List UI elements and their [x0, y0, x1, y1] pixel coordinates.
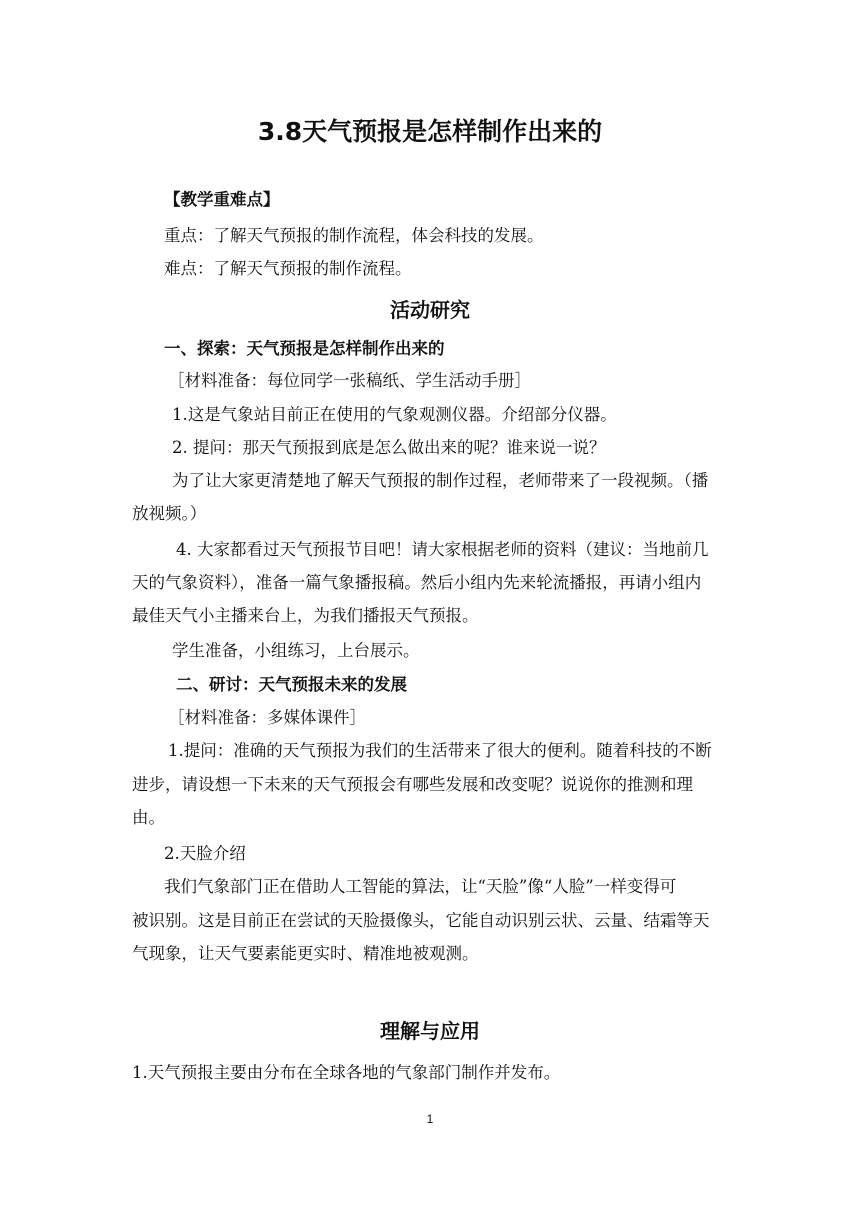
part1-item1: 1.这是气象站目前正在使用的气象观测仪器。介绍部分仪器。 — [172, 405, 617, 424]
key-point-text: 重点：了解天气预报的制作流程，体会科技的发展。 — [164, 226, 544, 245]
part1-item4-line1: 4. 大家都看过天气预报节目吧！请大家根据老师的资料（建议：当地前几 — [176, 540, 709, 559]
difficulty-text: 难点：了解天气预报的制作流程。 — [164, 259, 412, 278]
page-number: 1 — [426, 1112, 434, 1126]
face-recognition-line2: 被识别。这是目前正在尝试的天脸摄像头，它能自动识别云状、云量、结霜等天 — [132, 911, 710, 930]
application-item1: 1.天气预报主要由分布在全球各地的气象部门制作并发布。 — [132, 1063, 561, 1082]
part2-heading: 二、研讨：天气预报未来的发展 — [176, 675, 407, 694]
part2-item1-line3: 由。 — [132, 808, 165, 827]
document-title: 3.8天气预报是怎样制作出来的 — [257, 117, 603, 146]
part2-item2: 2.天脸介绍 — [164, 844, 246, 863]
part1-item2: 2. 提问：那天气预报到底是怎么做出来的呢？谁来说一说？ — [172, 438, 606, 457]
teaching-points-heading: 【教学重难点】 — [164, 190, 280, 209]
part1-video-line1: 为了让大家更清楚地了解天气预报的制作过程，老师带来了一段视频。（播 — [172, 471, 709, 490]
application-heading: 理解与应用 — [380, 1019, 480, 1043]
part1-item4-line3: 最佳天气小主播来台上，为我们播报天气预报。 — [132, 606, 479, 625]
part1-video-line2: 放视频。） — [132, 504, 207, 523]
face-recognition-line3: 气现象，让天气要素能更实时、精准地被观测。 — [132, 944, 479, 963]
face-recognition-line1: 我们气象部门正在借助人工智能的算法，让“天脸”像“人脸”一样变得可 — [164, 877, 677, 896]
part2-item1-line2: 进步，请设想一下未来的天气预报会有哪些发展和改变呢？说说你的推测和理 — [132, 775, 693, 794]
part1-heading: 一、探索：天气预报是怎样制作出来的 — [164, 339, 445, 358]
part1-materials: ［材料准备：每位同学一张稿纸、学生活动手册］ — [168, 371, 531, 390]
part1-item4-line2: 天的气象资料），准备一篇气象播报稿。然后小组内先来轮流播报，再请小组内 — [132, 573, 702, 592]
part2-materials: ［材料准备：多媒体课件］ — [168, 708, 366, 727]
part1-student-prep: 学生准备，小组练习，上台展示。 — [172, 641, 420, 660]
part2-item1-line1: 1.提问：准确的天气预报为我们的生活带来了很大的便利。随着科技的不断 — [168, 741, 712, 760]
activity-heading: 活动研究 — [390, 298, 470, 322]
